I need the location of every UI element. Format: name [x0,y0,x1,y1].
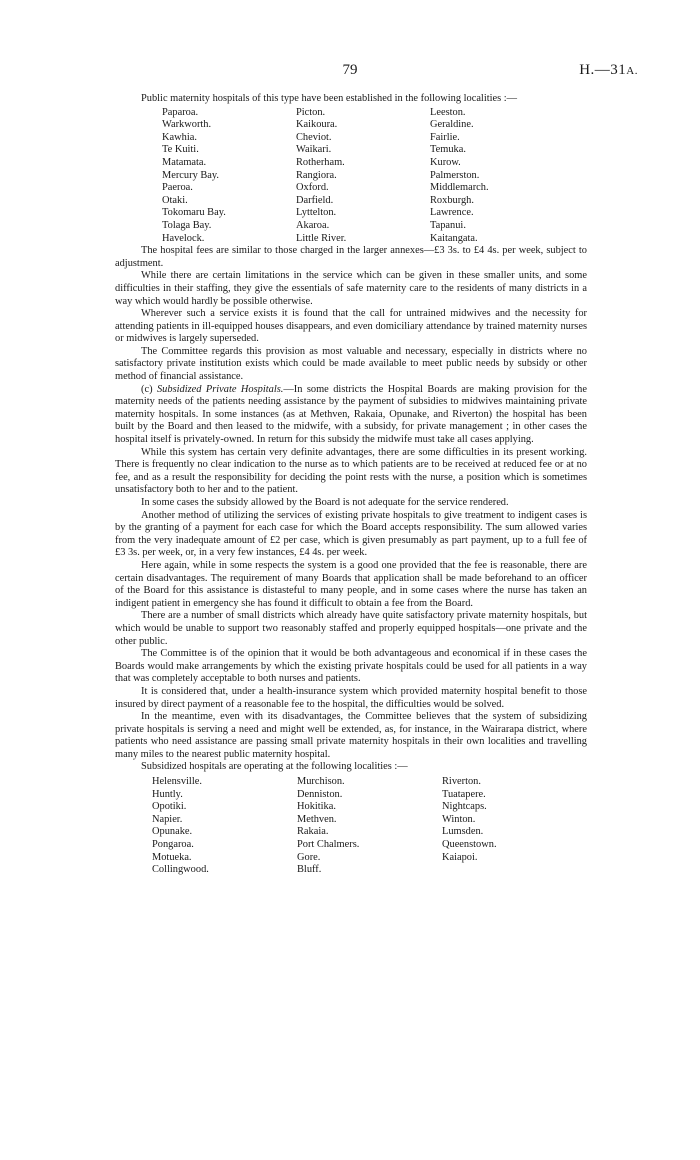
locality-item: Leeston. [430,106,466,118]
locality-item: Otaki. [162,194,188,206]
document-reference [579,62,638,79]
locality-item: Temuka. [430,144,466,156]
section-label: (c) [141,383,157,395]
locality-item: Collingwood. [152,864,209,876]
locality-item: Bluff. [297,864,322,876]
subsidized-hospitals-paragraph [115,384,587,447]
body-paragraph: Subsidized hospitals are operating at the following localities :— [141,761,408,773]
locality-item: Tolaga Bay. [162,219,212,231]
locality-item: Murchison. [297,776,345,788]
body-paragraph: There are a number of small districts which already have quite satisfactory private maternity hospitals, but which would be unable to support two reasonably staffed and properly equipped hospitals—one private and the other public. [115,610,587,647]
body-paragraph: The hospital fees are similar to those charged in the larger annexes—£3 3s. to £4 4s. per week, subject to adjustment. [115,245,587,269]
section-heading: Subsidized Private Hospitals. [156,383,284,395]
locality-item: Middlemarch. [430,182,489,194]
locality-item: Opunake. [152,826,193,838]
locality-item: Rakaia. [297,826,329,838]
locality-item: Picton. [296,106,326,118]
section-text: —In some districts the Hospital Boards are making provision for the maternity needs of the patients needing assistance by the payment of subsidies to midwives maintaining private maternity hospitals. In some instances (as at Methven, Rakaia, Opunake, and Riverton) the hospital has been built by the Board and then leased to the midwife, with a subsidy, for private management ; in other cases the hospital itself is privately-owned. In return for this subsidy the midwife must take all cases applying. [115,383,587,446]
locality-item: Queenstown. [442,839,497,851]
body-paragraph: While there are certain limitations in the service which can be given in these smaller units, and some difficulties in their staffing, they give the essentials of safe maternity care to the residents of many districts in a way which would hardly be possible otherwise. [115,270,587,307]
locality-item: Pongaroa. [152,839,194,851]
locality-item: Lyttelton. [296,207,337,219]
locality-column [152,776,297,877]
locality-column [297,776,442,877]
body-paragraph: Another method of utilizing the services of existing private hospitals to give treatment to indigent cases is by the granting of a payment for each case for which the Board accepts responsibility. The sum allowed varies from the very inadequate amount of £2 per case, which is given presumably as part payment, up to a full fee of £3 3s. per week, or, in a very few instances, £4 4s. per week. [115,509,587,559]
page-body [115,93,587,877]
body-paragraph: Wherever such a service exists it is found that the call for untrained midwives and the necessity for attending patients in ill-equipped houses disappears, and even domiciliary attendance by trained maternity nurses or midwives is largely superseded. [115,308,587,345]
locality-item: Waikari. [296,144,332,156]
locality-item: Palmerston. [430,169,480,181]
body-paragraph: In some cases the subsidy allowed by the Board is not adequate for the service rendered. [141,497,509,508]
document-reference-main: H.—31 [579,62,627,78]
locality-item: Gore. [297,851,321,863]
locality-item: Havelock. [162,232,205,244]
document-reference-suffix: A. [626,65,638,77]
body-paragraph: Here again, while in some respects the system is a good one provided that the fee is reasonable, there are certain disadvantages. The requirement of many Boards that application shall be made beforehand to an officer of the Board for this assistance is distasteful to many people, and in some cases where the nurse has taken an indigent patient in emergency she has found it difficult to obtain a fee from the Board. [115,559,587,609]
locality-item: Kaitangata. [430,232,478,244]
locality-item: Tuatapere. [442,788,486,800]
body-paragraph: While this system has certain very definite advantages, there are some difficulties in its present working. There is frequently no clear indication to the nurse as to which patients are to be received at reduced fee or at no fee, and as a result the responsibility for deciding the point rests with the nurse, a position which is sometimes unsatisfactory both to her and to the patient. [115,446,587,496]
subsidized-localities-list [115,776,587,877]
locality-item: Tokomaru Bay. [162,207,226,219]
locality-item: Oxford. [296,182,329,194]
locality-item: Kurow. [430,156,461,168]
page-header [0,62,700,82]
locality-item: Helensville. [152,776,202,788]
locality-item: Nightcaps. [442,801,487,813]
locality-item: Paparoa. [162,106,199,118]
locality-item: Geraldine. [430,119,474,131]
locality-item: Matamata. [162,156,207,168]
locality-item: Roxburgh. [430,194,474,206]
locality-column [296,107,430,246]
locality-item: Akaroa. [296,219,330,231]
locality-item: Cheviot. [296,131,332,143]
locality-item: Opotiki. [152,801,187,813]
locality-item: Kaikoura. [296,119,338,131]
locality-item: Mercury Bay. [162,169,220,181]
locality-item: Motueka. [152,851,192,863]
locality-item: Kawhia. [162,131,197,143]
body-paragraph: It is considered that, under a health-insurance system which provided maternity hospital benefit to those insured by direct payment of a reasonable fee to the hospital, the difficulties would be solved. [115,685,587,710]
body-paragraph: The Committee is of the opinion that it would be both advantageous and economical if in these cases the Boards would make arrangements by which the existing private hospitals could be used for all patients in a way that was completely acceptable to both nurses and patients. [115,648,587,685]
locality-item: Methven. [297,813,337,825]
locality-item: Darfield. [296,194,334,206]
body-paragraph: In the meantime, even with its disadvantages, the Committee believes that the system of subsidizing private hospitals is serving a need and might well be extended, as, for instance, in the Wairarapa district, where patients who need assistance are passing small private maternity hospitals in their own localities and travelling many miles to the nearest public maternity hospital. [115,711,587,760]
locality-column [430,107,564,246]
locality-item: Kaiapoi. [442,851,478,863]
public-localities-list [115,107,587,246]
page-number: 79 [342,62,358,78]
locality-item: Denniston. [297,788,343,800]
locality-item: Lawrence. [430,207,474,219]
body-paragraph: The Committee regards this provision as most valuable and necessary, especially in districts where no satisfactory private institution exists which could be made available to meet public needs by subsidy or other method of financial assistance. [115,345,587,383]
locality-item: Huntly. [152,788,183,800]
locality-item: Winton. [442,813,476,825]
locality-item: Warkworth. [162,119,212,131]
locality-item: Hokitika. [297,801,336,813]
locality-item: Tapanui. [430,219,466,231]
locality-item: Paeroa. [162,182,193,194]
locality-column [442,776,587,877]
locality-item: Port Chalmers. [297,839,360,851]
locality-item: Lumsden. [442,826,484,838]
locality-item: Little River. [296,232,347,244]
locality-item: Fairlie. [430,131,460,143]
intro-paragraph: Public maternity hospitals of this type have been established in the following localities :— [141,93,518,104]
locality-item: Riverton. [442,776,481,788]
locality-item: Rangiora. [296,169,337,181]
locality-item: Napier. [152,813,183,825]
locality-column [162,107,296,246]
locality-item: Te Kuiti. [162,144,199,156]
locality-item: Rotherham. [296,156,345,168]
